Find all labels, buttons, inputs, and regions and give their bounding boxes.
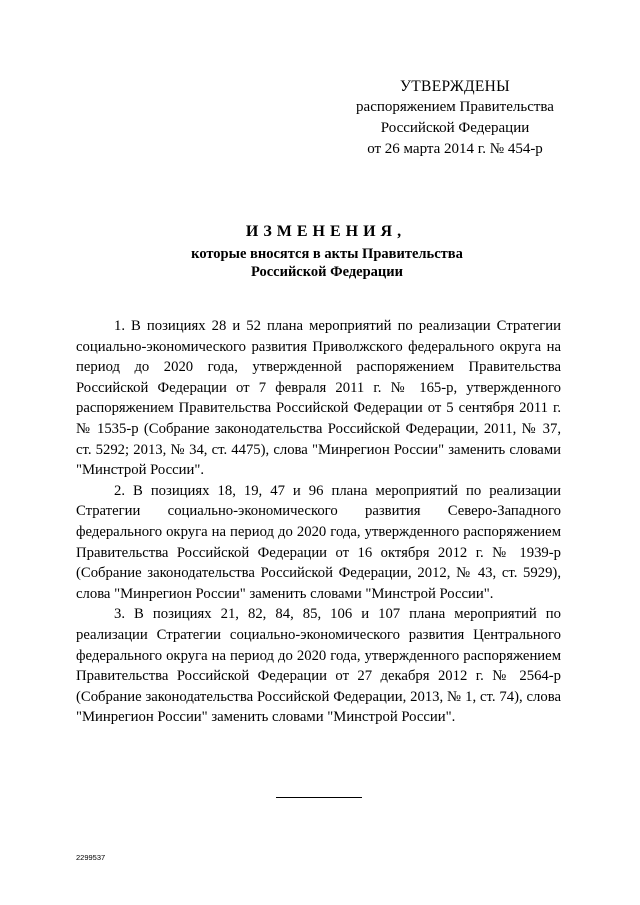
document-subtitle-line-1: которые вносятся в акты Правительства [191,246,463,262]
document-title-block [0,219,640,281]
document-body [76,316,561,728]
approval-block [330,76,580,160]
approval-heading: УТВЕРЖДЕНЫ [400,78,510,95]
document-title: ИЗМЕНЕНИЯ, [245,223,407,240]
approval-line-1: распоряжением Правительства [356,99,554,115]
end-divider [276,797,362,798]
document-subtitle-line-2: Российской Федерации [250,264,403,280]
paragraph-1: 1. В позициях 28 и 52 плана мероприятий по реализации Стратегии социально-экономического развития Приволжского федерального округа на период до 2020 года, утвержденной распоряжением Правительства Российской Федерации от 7 февраля 2011 г. № 165-р, утвержденного распоряжением Правительства Российской Федерации от 5 сентября 2011 г. № 1535-р (Собрание законодательства Российской Федерации, 2011, № 37, ст. 5292; 2013, № 34, ст. 4475), слова "Минрегион России" заменить словами "Минстрой России". [76,318,561,479]
paragraph-2: 2. В позициях 18, 19, 47 и 96 плана мероприятий по реализации Стратегии социально-экономического развития Северо-Западного федерального округа на период до 2020 года, утвержденного распоряжением Правительства Российской Федерации от 16 октября 2012 г. № 1939-р (Собрание законодательства Российской Федерации, 2012, № 43, ст. 5929), слова "Минрегион России" заменить словами "Минстрой России". [76,482,561,602]
document-code: 2299537 [76,853,106,862]
approval-line-2: Российской Федерации [380,120,530,136]
approval-line-3: от 26 марта 2014 г. № 454-р [367,141,543,157]
paragraph-3: 3. В позициях 21, 82, 84, 85, 106 и 107 плана мероприятий по реализации Стратегии социально-экономического развития Центрального федерального округа на период до 2020 года, утвержденного распоряжением Правительства Российской Федерации от 27 декабря 2012 г. № 2564-р (Собрание законодательства Российской Федерации, 2013, № 1, ст. 74), слова "Минрегион России" заменить словами "Минстрой России". [76,606,561,726]
